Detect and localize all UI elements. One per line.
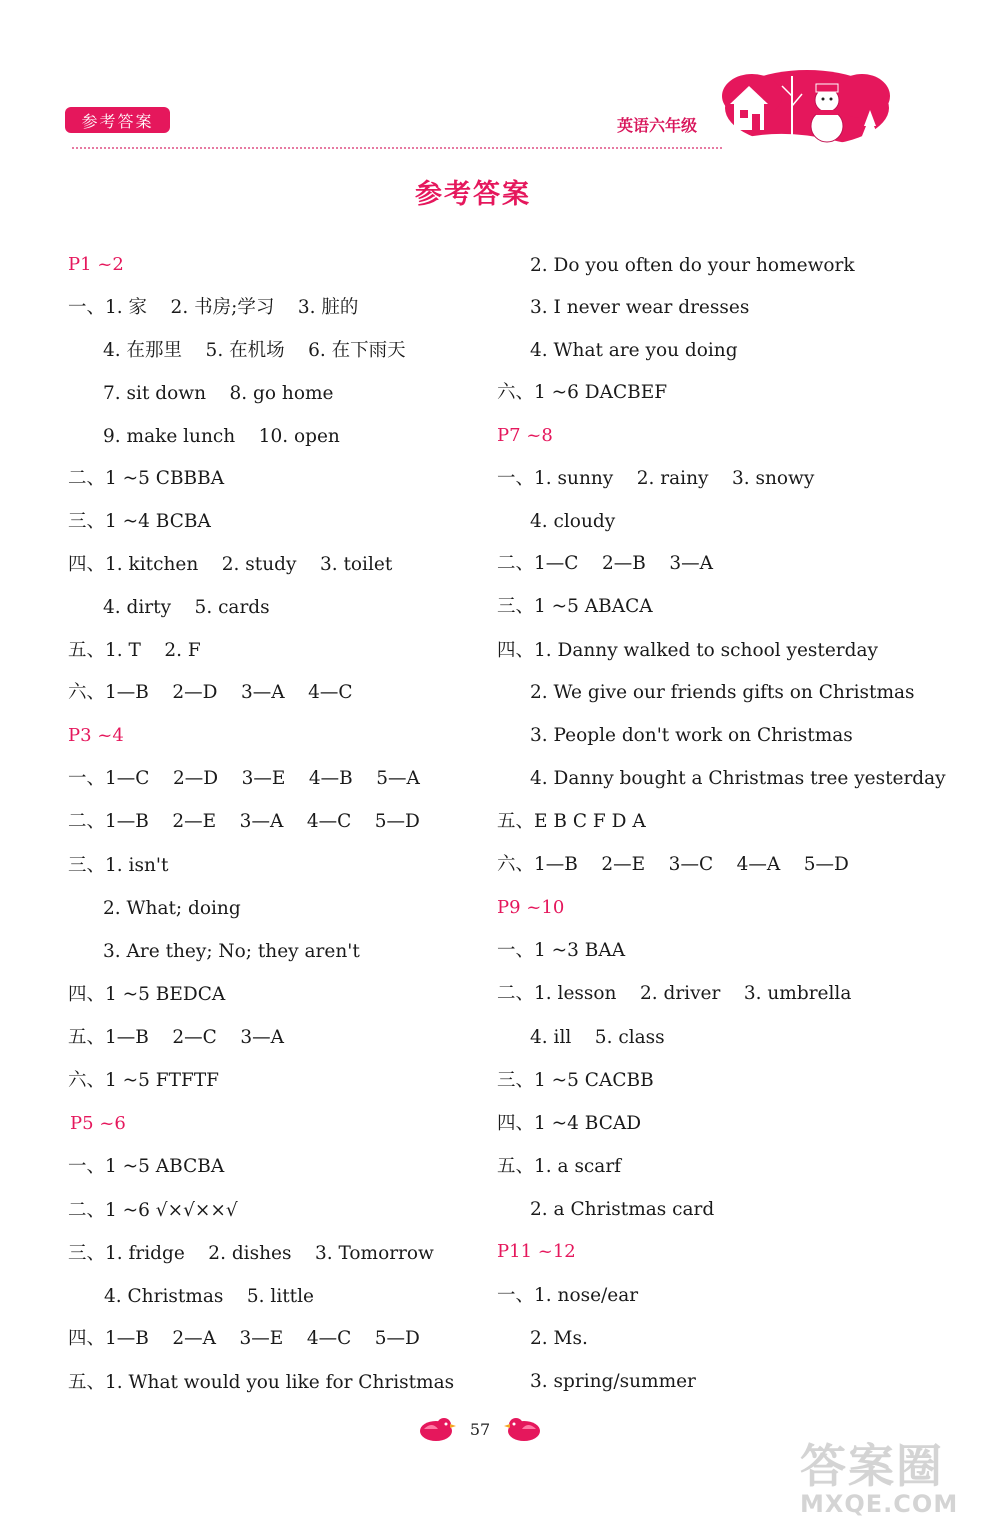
answer-line: 4. What are you doing — [530, 340, 738, 361]
answer-line: 二、1—C 2—B 3—A — [497, 553, 713, 574]
page-number: 57 — [469, 1419, 491, 1439]
answer-line: 一、1 ~3 BAA — [497, 940, 626, 961]
answer-line: 二、1. lesson 2. driver 3. umbrella — [497, 983, 852, 1004]
watermark-main: 答案圈 — [800, 1439, 944, 1493]
answer-line: 三、1. fridge 2. dishes 3. Tomorrow — [68, 1243, 434, 1264]
answer-line: 三、1 ~4 BCBA — [68, 511, 211, 532]
page-title: 参考答案 — [415, 179, 531, 210]
answer-line: 六、1 ~6 DACBEF — [497, 382, 668, 403]
answer-line: 四、1 ~5 BEDCA — [68, 984, 226, 1005]
answer-line: 4. dirty 5. cards — [103, 597, 270, 618]
answer-line: 一、1 ~5 ABCBA — [68, 1156, 225, 1177]
answer-line: 六、1 ~5 FTFTF — [68, 1070, 219, 1091]
answer-line: 2. What; doing — [103, 898, 241, 919]
answer-line: 一、1. 家 2. 书房;学习 3. 脏的 — [68, 297, 359, 318]
answer-line: 一、1. nose/ear — [497, 1285, 639, 1306]
answer-line: 4. cloudy — [530, 511, 616, 532]
section-heading: P1 ~2 — [68, 254, 124, 275]
answer-line: 4. Danny bought a Christmas tree yesterday — [530, 768, 946, 789]
header-divider — [72, 147, 722, 149]
answer-line: 2. Ms. — [530, 1328, 588, 1349]
answer-line: 3. People don't work on Christmas — [530, 725, 853, 746]
answer-line: 4. 在那里 5. 在机场 6. 在下雨天 — [103, 340, 406, 361]
answer-line: 六、1—B 2—E 3—C 4—A 5—D — [497, 854, 849, 875]
answer-line: 2. a Christmas card — [530, 1199, 715, 1220]
answer-line: 四、1 ~4 BCAD — [497, 1113, 642, 1134]
page-footer — [410, 1413, 550, 1445]
answer-line: 三、1. isn't — [68, 855, 169, 876]
answer-line: 六、1—B 2—D 3—A 4—C — [68, 682, 353, 703]
answer-line: 4. ill 5. class — [530, 1027, 665, 1048]
bird-icon — [416, 1415, 456, 1443]
answer-line: 7. sit down 8. go home — [103, 383, 334, 404]
answer-line: 五、1. T 2. F — [68, 640, 201, 661]
answer-line: 2. Do you often do your homework — [530, 255, 855, 276]
answer-line: 3. spring/summer — [530, 1371, 696, 1392]
answer-line: 三、1 ~5 ABACA — [497, 596, 653, 617]
answer-line: 四、1. kitchen 2. study 3. toilet — [68, 554, 393, 575]
answer-line: 一、1—C 2—D 3—E 4—B 5—A — [68, 768, 420, 789]
answer-line: 2. We give our friends gifts on Christmas — [530, 682, 915, 703]
section-heading: P3 ~4 — [68, 725, 124, 746]
section-heading: P11 ~12 — [497, 1241, 576, 1262]
answer-line: 五、1—B 2—C 3—A — [68, 1027, 284, 1048]
answer-line: 五、1. a scarf — [497, 1156, 622, 1177]
section-heading: P7 ~8 — [497, 425, 553, 446]
answer-line: 四、1—B 2—A 3—E 4—C 5—D — [68, 1328, 420, 1349]
answer-line: 3. Are they; No; they aren't — [103, 941, 360, 962]
watermark — [790, 1430, 990, 1522]
watermark-sub: MXQE.COM — [800, 1490, 959, 1518]
header-badge: 参考答案 — [65, 107, 170, 133]
answer-line: 三、1 ~5 CACBB — [497, 1070, 654, 1091]
section-heading: P5 ~6 — [70, 1113, 126, 1134]
answer-line: 4. Christmas 5. little — [104, 1286, 314, 1307]
answer-line: 五、1. What would you like for Christmas — [68, 1372, 455, 1393]
answer-line: 一、1. sunny 2. rainy 3. snowy — [497, 468, 815, 489]
section-heading: P9 ~10 — [497, 897, 565, 918]
answer-line: 9. make lunch 10. open — [103, 426, 340, 447]
answer-line: 二、1 ~6 √×√××√ — [68, 1200, 238, 1221]
snowman-house-illustration-icon — [712, 66, 892, 158]
answer-line: 四、1. Danny walked to school yesterday — [497, 640, 878, 661]
answer-line: 3. I never wear dresses — [530, 297, 750, 318]
answer-line: 二、1—B 2—E 3—A 4—C 5—D — [68, 811, 420, 832]
answer-line: 五、E B C F D A — [497, 811, 646, 832]
bird-icon — [504, 1415, 544, 1443]
answer-line: 二、1 ~5 CBBBA — [68, 468, 225, 489]
header-grade: 英语六年级 — [617, 116, 698, 135]
